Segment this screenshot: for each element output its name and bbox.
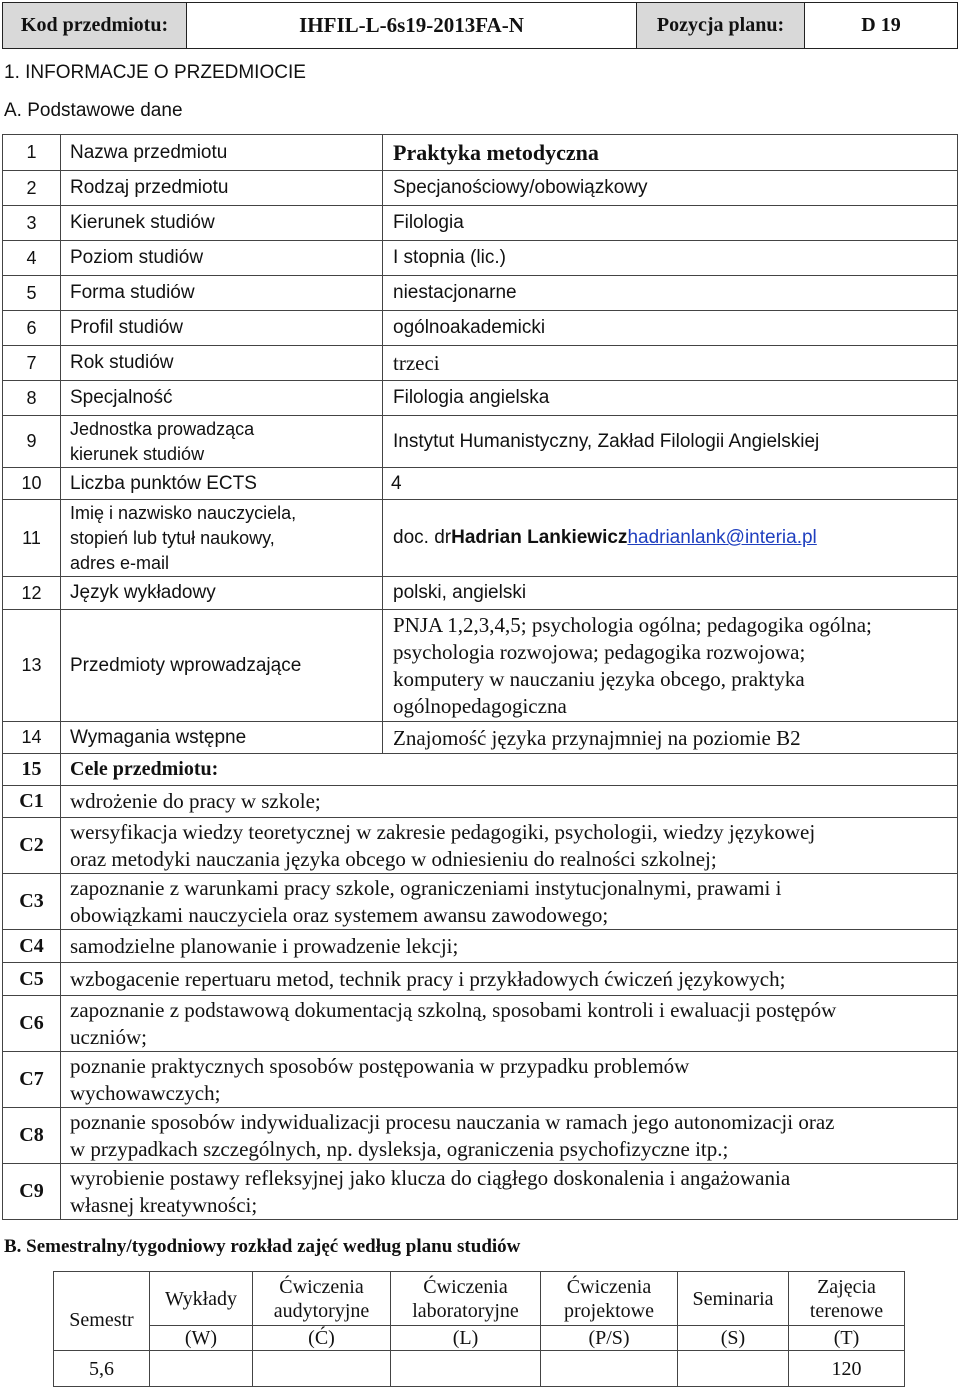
goals-header-row bbox=[3, 754, 958, 786]
table-row bbox=[3, 381, 958, 416]
label-line: kierunek studiów bbox=[70, 443, 205, 464]
goal-text bbox=[61, 930, 958, 963]
column-header bbox=[253, 1272, 391, 1326]
schedule-abbr-row bbox=[54, 1326, 905, 1351]
hours-cell bbox=[678, 1351, 789, 1387]
goal-row bbox=[3, 1108, 958, 1164]
column-header-line: laboratoryjne bbox=[412, 1299, 519, 1322]
prerequisite-courses-value bbox=[383, 610, 958, 722]
column-header-line: Ćwiczenia bbox=[423, 1275, 508, 1298]
goal-line: własnej kreatywności; bbox=[70, 1192, 258, 1217]
section-b-title: B. Semestralny/tygodniowy rozkład zajęć według planu studiów bbox=[4, 1236, 521, 1257]
goal-row bbox=[3, 930, 958, 963]
column-header-line: audytoryjne bbox=[273, 1299, 370, 1322]
row-value: Filologia angielska bbox=[383, 381, 958, 416]
value-line: PNJA 1,2,3,4,5; psychologia ogólna; pedagogika ogólna; bbox=[393, 612, 872, 637]
row-value: ogólnoakademicki bbox=[383, 311, 958, 346]
column-abbr: (L) bbox=[391, 1326, 541, 1351]
row-value: trzeci bbox=[383, 346, 958, 381]
goal-code: C5 bbox=[3, 963, 61, 996]
goal-line: wersyfikacja wiedzy teoretycznej w zakresie pedagogiki, psychologii, wiedzy językowej bbox=[70, 819, 816, 844]
table-row bbox=[3, 610, 958, 722]
goal-code: C1 bbox=[3, 786, 61, 818]
course-header-table bbox=[2, 2, 958, 49]
teacher-name: Hadrian Lankiewicz bbox=[451, 527, 628, 548]
row-value: Znajomość języka przynajmniej na poziomie B2 bbox=[383, 722, 958, 754]
column-header bbox=[541, 1272, 678, 1326]
row-label: Wymagania wstępne bbox=[61, 722, 383, 754]
plan-position-label: Pozycja planu: bbox=[637, 3, 805, 49]
goal-text bbox=[61, 786, 958, 818]
row-value: polski, angielski bbox=[383, 577, 958, 610]
row-label: Forma studiów bbox=[61, 276, 383, 311]
teacher-email-link[interactable]: hadrianlank@interia.pl bbox=[627, 527, 817, 548]
column-abbr: (Ć) bbox=[253, 1326, 391, 1351]
semester-value: 5,6 bbox=[54, 1351, 150, 1387]
row-number: 13 bbox=[3, 610, 61, 722]
column-header-line: Seminaria bbox=[692, 1287, 774, 1310]
value-line: komputery w nauczaniu języka obcego, praktyka bbox=[393, 666, 805, 691]
goal-line: wzbogacenie repertuaru metod, technik pracy i przykładowych ćwiczeń językowych; bbox=[70, 966, 786, 991]
schedule-data-row bbox=[54, 1351, 905, 1387]
goal-line: uczniów; bbox=[70, 1024, 147, 1049]
column-header-line: Zajęcia bbox=[817, 1275, 876, 1298]
teacher-title: doc. dr bbox=[393, 527, 452, 548]
row-number: 10 bbox=[3, 468, 61, 500]
label-line: Jednostka prowadząca bbox=[70, 418, 255, 439]
row-label: Poziom studiów bbox=[61, 241, 383, 276]
row-number: 15 bbox=[3, 754, 61, 786]
goal-line: samodzielne planowanie i prowadzenie lekcji; bbox=[70, 933, 459, 958]
goal-code: C9 bbox=[3, 1164, 61, 1220]
column-header-line: terenowe bbox=[809, 1299, 884, 1322]
row-number: 9 bbox=[3, 416, 61, 468]
goal-text bbox=[61, 818, 958, 874]
column-header-line: Wykłady bbox=[164, 1287, 238, 1310]
table-row bbox=[3, 276, 958, 311]
goal-code: C3 bbox=[3, 874, 61, 930]
column-header bbox=[789, 1272, 905, 1326]
table-row bbox=[3, 346, 958, 381]
row-value: Instytut Humanistyczny, Zakład Filologii Angielskiej bbox=[383, 416, 958, 468]
hours-cell bbox=[150, 1351, 253, 1387]
row-number: 14 bbox=[3, 722, 61, 754]
goal-line: w przypadkach szczególnych, np. dysleksja, ograniczenia psychofizyczne itp.; bbox=[70, 1136, 729, 1161]
ects-value: 4 bbox=[383, 468, 958, 500]
goal-line: poznanie praktycznych sposobów postępowania w przypadku problemów bbox=[70, 1053, 690, 1078]
row-number: 4 bbox=[3, 241, 61, 276]
goal-row bbox=[3, 1052, 958, 1108]
table-row bbox=[3, 500, 958, 577]
goal-line: wychowawczych; bbox=[70, 1080, 221, 1105]
row-number: 1 bbox=[3, 135, 61, 171]
table-row bbox=[3, 416, 958, 468]
goal-row bbox=[3, 1164, 958, 1220]
goal-row bbox=[3, 996, 958, 1052]
table-row bbox=[3, 577, 958, 610]
row-label: Profil studiów bbox=[61, 311, 383, 346]
goal-code: C2 bbox=[3, 818, 61, 874]
row-label: Język wykładowy bbox=[61, 577, 383, 610]
course-code-value: IHFIL-L-6s19-2013FA-N bbox=[187, 3, 637, 49]
goal-row bbox=[3, 874, 958, 930]
table-row bbox=[3, 171, 958, 206]
table-row bbox=[3, 311, 958, 346]
table-row bbox=[3, 468, 958, 500]
hours-cell bbox=[253, 1351, 391, 1387]
label-line: Imię i nazwisko nauczyciela, bbox=[70, 502, 297, 523]
row-number: 12 bbox=[3, 577, 61, 610]
goal-text bbox=[61, 1164, 958, 1220]
goal-line: wyrobienie postawy refleksyjnej jako klucza do ciągłego doskonalenia i angażowania bbox=[70, 1165, 791, 1190]
row-number: 5 bbox=[3, 276, 61, 311]
course-info-table bbox=[2, 134, 958, 1220]
goal-line: zapoznanie z warunkami pracy szkole, ograniczeniami instytucjonalnymi, prawami i bbox=[70, 875, 782, 900]
goal-text bbox=[61, 1052, 958, 1108]
goal-row bbox=[3, 963, 958, 996]
row-number: 8 bbox=[3, 381, 61, 416]
schedule-header-row bbox=[54, 1272, 905, 1326]
goal-row bbox=[3, 786, 958, 818]
value-line: psychologia rozwojowa; pedagogika rozwojowa; bbox=[393, 639, 806, 664]
goal-line: zapoznanie z podstawową dokumentacją szkolną, sposobami kontroli i ewaluacji postępów bbox=[70, 997, 837, 1022]
row-label bbox=[61, 416, 383, 468]
row-label bbox=[61, 500, 383, 577]
row-number: 2 bbox=[3, 171, 61, 206]
row-label: Specjalność bbox=[61, 381, 383, 416]
row-label: Liczba punktów ECTS bbox=[61, 468, 383, 500]
goal-code: C4 bbox=[3, 930, 61, 963]
row-number: 6 bbox=[3, 311, 61, 346]
goal-line: poznanie sposobów indywidualizacji procesu nauczania w ramach jego autonomizacji oraz bbox=[70, 1109, 835, 1134]
row-number: 11 bbox=[3, 500, 61, 577]
goal-code: C7 bbox=[3, 1052, 61, 1108]
table-row bbox=[3, 135, 958, 171]
section-a-title: A. Podstawowe dane bbox=[4, 100, 183, 121]
row-label: Kierunek studiów bbox=[61, 206, 383, 241]
column-header bbox=[678, 1272, 789, 1326]
course-name-value: Praktyka metodyczna bbox=[383, 135, 958, 171]
hours-cell: 120 bbox=[789, 1351, 905, 1387]
semester-header: Semestr bbox=[54, 1272, 150, 1351]
table-row bbox=[3, 206, 958, 241]
teacher-value bbox=[383, 500, 958, 577]
goal-text bbox=[61, 996, 958, 1052]
row-value: niestacjonarne bbox=[383, 276, 958, 311]
row-label: Rok studiów bbox=[61, 346, 383, 381]
column-header-line: Ćwiczenia bbox=[566, 1275, 652, 1298]
column-abbr: (W) bbox=[150, 1326, 253, 1351]
row-number: 7 bbox=[3, 346, 61, 381]
goal-code: C6 bbox=[3, 996, 61, 1052]
row-value: Filologia bbox=[383, 206, 958, 241]
column-abbr: (T) bbox=[789, 1326, 905, 1351]
table-row bbox=[3, 722, 958, 754]
column-header bbox=[150, 1272, 253, 1326]
column-header-line: projektowe bbox=[564, 1299, 654, 1322]
course-code-label: Kod przedmiotu: bbox=[3, 3, 187, 49]
goal-row bbox=[3, 818, 958, 874]
goal-text bbox=[61, 1108, 958, 1164]
hours-cell bbox=[541, 1351, 678, 1387]
row-value: Specjanościowy/obowiązkowy bbox=[383, 171, 958, 206]
column-abbr: (S) bbox=[678, 1326, 789, 1351]
label-line: adres e-mail bbox=[70, 552, 170, 573]
goal-text bbox=[61, 874, 958, 930]
label-line: stopień lub tytuł naukowy, bbox=[70, 527, 275, 548]
table-row bbox=[3, 241, 958, 276]
value-line: ogólnopedagogiczna bbox=[393, 693, 567, 718]
plan-position-value: D 19 bbox=[805, 3, 958, 49]
goals-title: Cele przedmiotu: bbox=[61, 754, 958, 786]
column-header bbox=[391, 1272, 541, 1326]
goal-code: C8 bbox=[3, 1108, 61, 1164]
row-value: I stopnia (lic.) bbox=[383, 241, 958, 276]
goal-line: oraz metodyki nauczania języka obcego w odniesieniu do realności szkolnej; bbox=[70, 846, 717, 871]
goal-text bbox=[61, 963, 958, 996]
section-1-title: 1. INFORMACJE O PRZEDMIOCIE bbox=[4, 62, 306, 83]
row-label: Przedmioty wprowadzające bbox=[61, 610, 383, 722]
column-abbr: (P/S) bbox=[541, 1326, 678, 1351]
row-number: 3 bbox=[3, 206, 61, 241]
goal-line: wdrożenie do pracy w szkole; bbox=[70, 789, 321, 813]
row-label: Nazwa przedmiotu bbox=[61, 135, 383, 171]
column-header-line: Ćwiczenia bbox=[279, 1275, 364, 1298]
row-label: Rodzaj przedmiotu bbox=[61, 171, 383, 206]
schedule-table bbox=[53, 1271, 905, 1387]
goal-line: obowiązkami nauczyciela oraz systemem awansu zawodowego; bbox=[70, 902, 609, 927]
hours-cell bbox=[391, 1351, 541, 1387]
